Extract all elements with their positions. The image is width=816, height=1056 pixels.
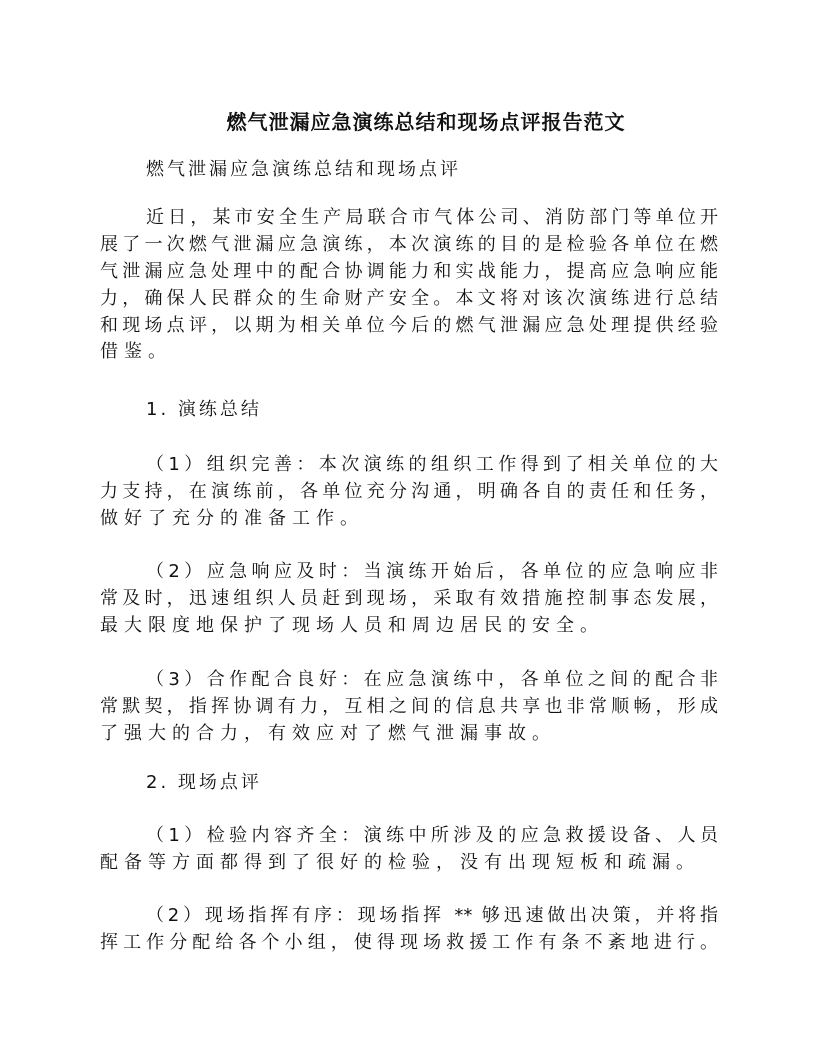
section1-item-1 bbox=[100, 452, 718, 533]
paragraph-line: （1）检验内容齐全：演练中所涉及的应急救援设备、人员 bbox=[146, 825, 718, 846]
paragraph-line: 配备等方面都得到了很好的检验，没有出现短板和疏漏。 bbox=[100, 851, 700, 873]
paragraph-line: （2）应急响应及时：当演练开始后，各单位的应急响应非 bbox=[146, 561, 718, 582]
paragraph-line: 力，确保人民群众的生命财产安全。本文将对该次演练进行总结 bbox=[100, 287, 718, 309]
section2-item-2 bbox=[100, 903, 718, 957]
paragraph-line: 做好了充分的准备工作。 bbox=[100, 507, 364, 529]
subtitle-block bbox=[100, 157, 718, 184]
paragraph-line: 了强大的合力，有效应对了燃气泄漏事故。 bbox=[100, 722, 556, 744]
paragraph-line: 近日，某市安全生产局联合市气体公司、消防部门等单位开 bbox=[146, 207, 718, 228]
section1-item-3 bbox=[100, 667, 718, 748]
paragraph-line: （3）合作配合良好：在应急演练中，各单位之间的配合非 bbox=[146, 669, 718, 690]
section2-heading-block bbox=[100, 770, 718, 797]
paragraph-line: 力支持，在演练前，各单位充分沟通，明确各自的责任和任务， bbox=[100, 480, 718, 502]
paragraph-line: 常默契，指挥协调有力，互相之间的信息共享也非常顺畅，形成 bbox=[100, 695, 718, 717]
paragraph-line: 常及时，迅速组织人员赶到现场，采取有效措施控制事态发展， bbox=[100, 587, 718, 609]
paragraph-line: （2）现场指挥有序：现场指挥 ** 够迅速做出决策，并将指 bbox=[146, 905, 718, 926]
section2-item-1 bbox=[100, 823, 718, 877]
section1-heading-block bbox=[100, 397, 718, 424]
paragraph-line: 借鉴。 bbox=[100, 341, 172, 363]
intro-paragraph bbox=[100, 205, 718, 366]
paragraph-line: 最大限度地保护了现场人员和周边居民的安全。 bbox=[100, 614, 604, 636]
paragraph-line: 展了一次燃气泄漏应急演练，本次演练的目的是检验各单位在燃 bbox=[100, 233, 718, 255]
paragraph-line: 挥工作分配给各个小组，使得现场救援工作有条不紊地进行。 bbox=[100, 931, 718, 953]
paragraph-line: 气泄漏应急处理中的配合协调能力和实战能力，提高应急响应能 bbox=[100, 260, 718, 282]
section-heading: 2. 现场点评 bbox=[146, 772, 262, 793]
section1-item-2 bbox=[100, 559, 718, 640]
document-title: 燃气泄漏应急演练总结和现场点评报告范文 bbox=[226, 110, 626, 134]
paragraph-line: （1）组织完善：本次演练的组织工作得到了相关单位的大 bbox=[146, 454, 718, 475]
section-heading: 1. 演练总结 bbox=[146, 399, 262, 420]
paragraph-line: 和现场点评，以期为相关单位今后的燃气泄漏应急处理提供经验 bbox=[100, 314, 718, 336]
subtitle: 燃气泄漏应急演练总结和现场点评 bbox=[146, 159, 461, 180]
